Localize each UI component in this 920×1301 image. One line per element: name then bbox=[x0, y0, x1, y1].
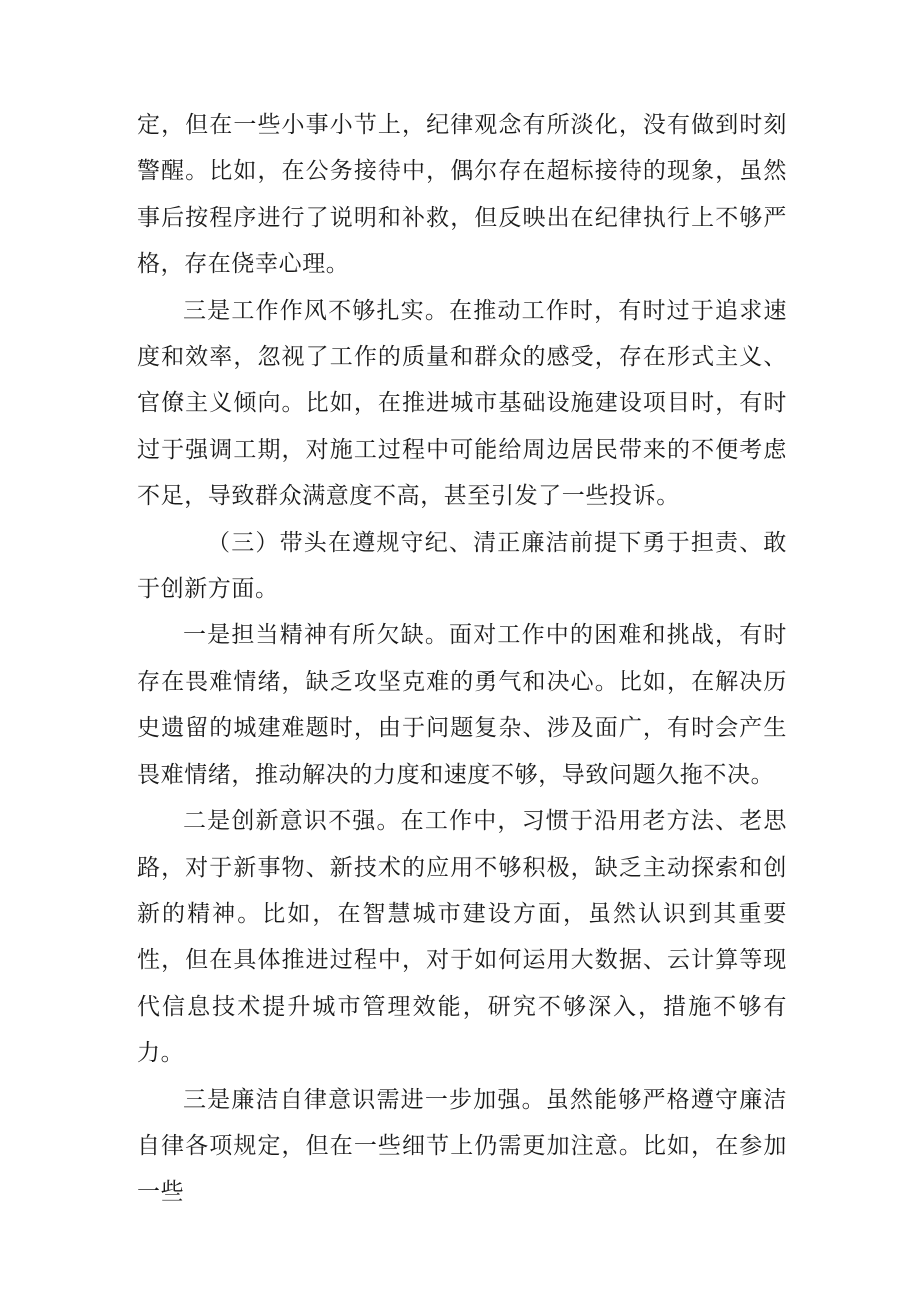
paragraph-responsibility: 一是担当精神有所欠缺。面对工作中的困难和挑战，有时存在畏难情绪，缺乏攻坚克难的勇气和决心。比如，在解决历史遗留的城建难题时，由于问题复杂、涉及面广，有时会产生畏难情绪，推动解决的力度和速度不够，导致问题久拖不决。 bbox=[137, 622, 787, 788]
document-body bbox=[137, 102, 787, 1216]
paragraph-work-style: 三是工作作风不够扎实。在推动工作时，有时过于追求速度和效率，忽视了工作的质量和群众的感受，存在形式主义、官僚主义倾向。比如，在推进城市基础设施建设项目时，有时过于强调工期，对施工过程中可能给周边居民带来的不便考虑不足，导致群众满意度不高，甚至引发了一些投诉。 bbox=[137, 297, 787, 510]
paragraph-integrity: 三是廉洁自律意识需进一步加强。虽然能够严格遵守廉洁自律各项规定，但在一些细节上仍需更加注意。比如，在参加一些 bbox=[137, 1086, 787, 1206]
section-heading-three: （三）带头在遵规守纪、清正廉洁前提下勇于担责、敢于创新方面。 bbox=[137, 529, 787, 603]
paragraph-innovation: 二是创新意识不强。在工作中，习惯于沿用老方法、老思路，对于新事物、新技术的应用不够积极，缺乏主动探索和创新的精神。比如，在智慧城市建设方面，虽然认识到其重要性，但在具体推进过程中，对于如何运用大数据、云计算等现代信息技术提升城市管理效能，研究不够深入，措施不够有力。 bbox=[137, 808, 787, 1067]
paragraph-continuation: 定，但在一些小事小节上，纪律观念有所淡化，没有做到时刻警醒。比如，在公务接待中，偶尔存在超标接待的现象，虽然事后按程序进行了说明和补救，但反映出在纪律执行上不够严格，存在侥幸心理。 bbox=[137, 112, 787, 278]
